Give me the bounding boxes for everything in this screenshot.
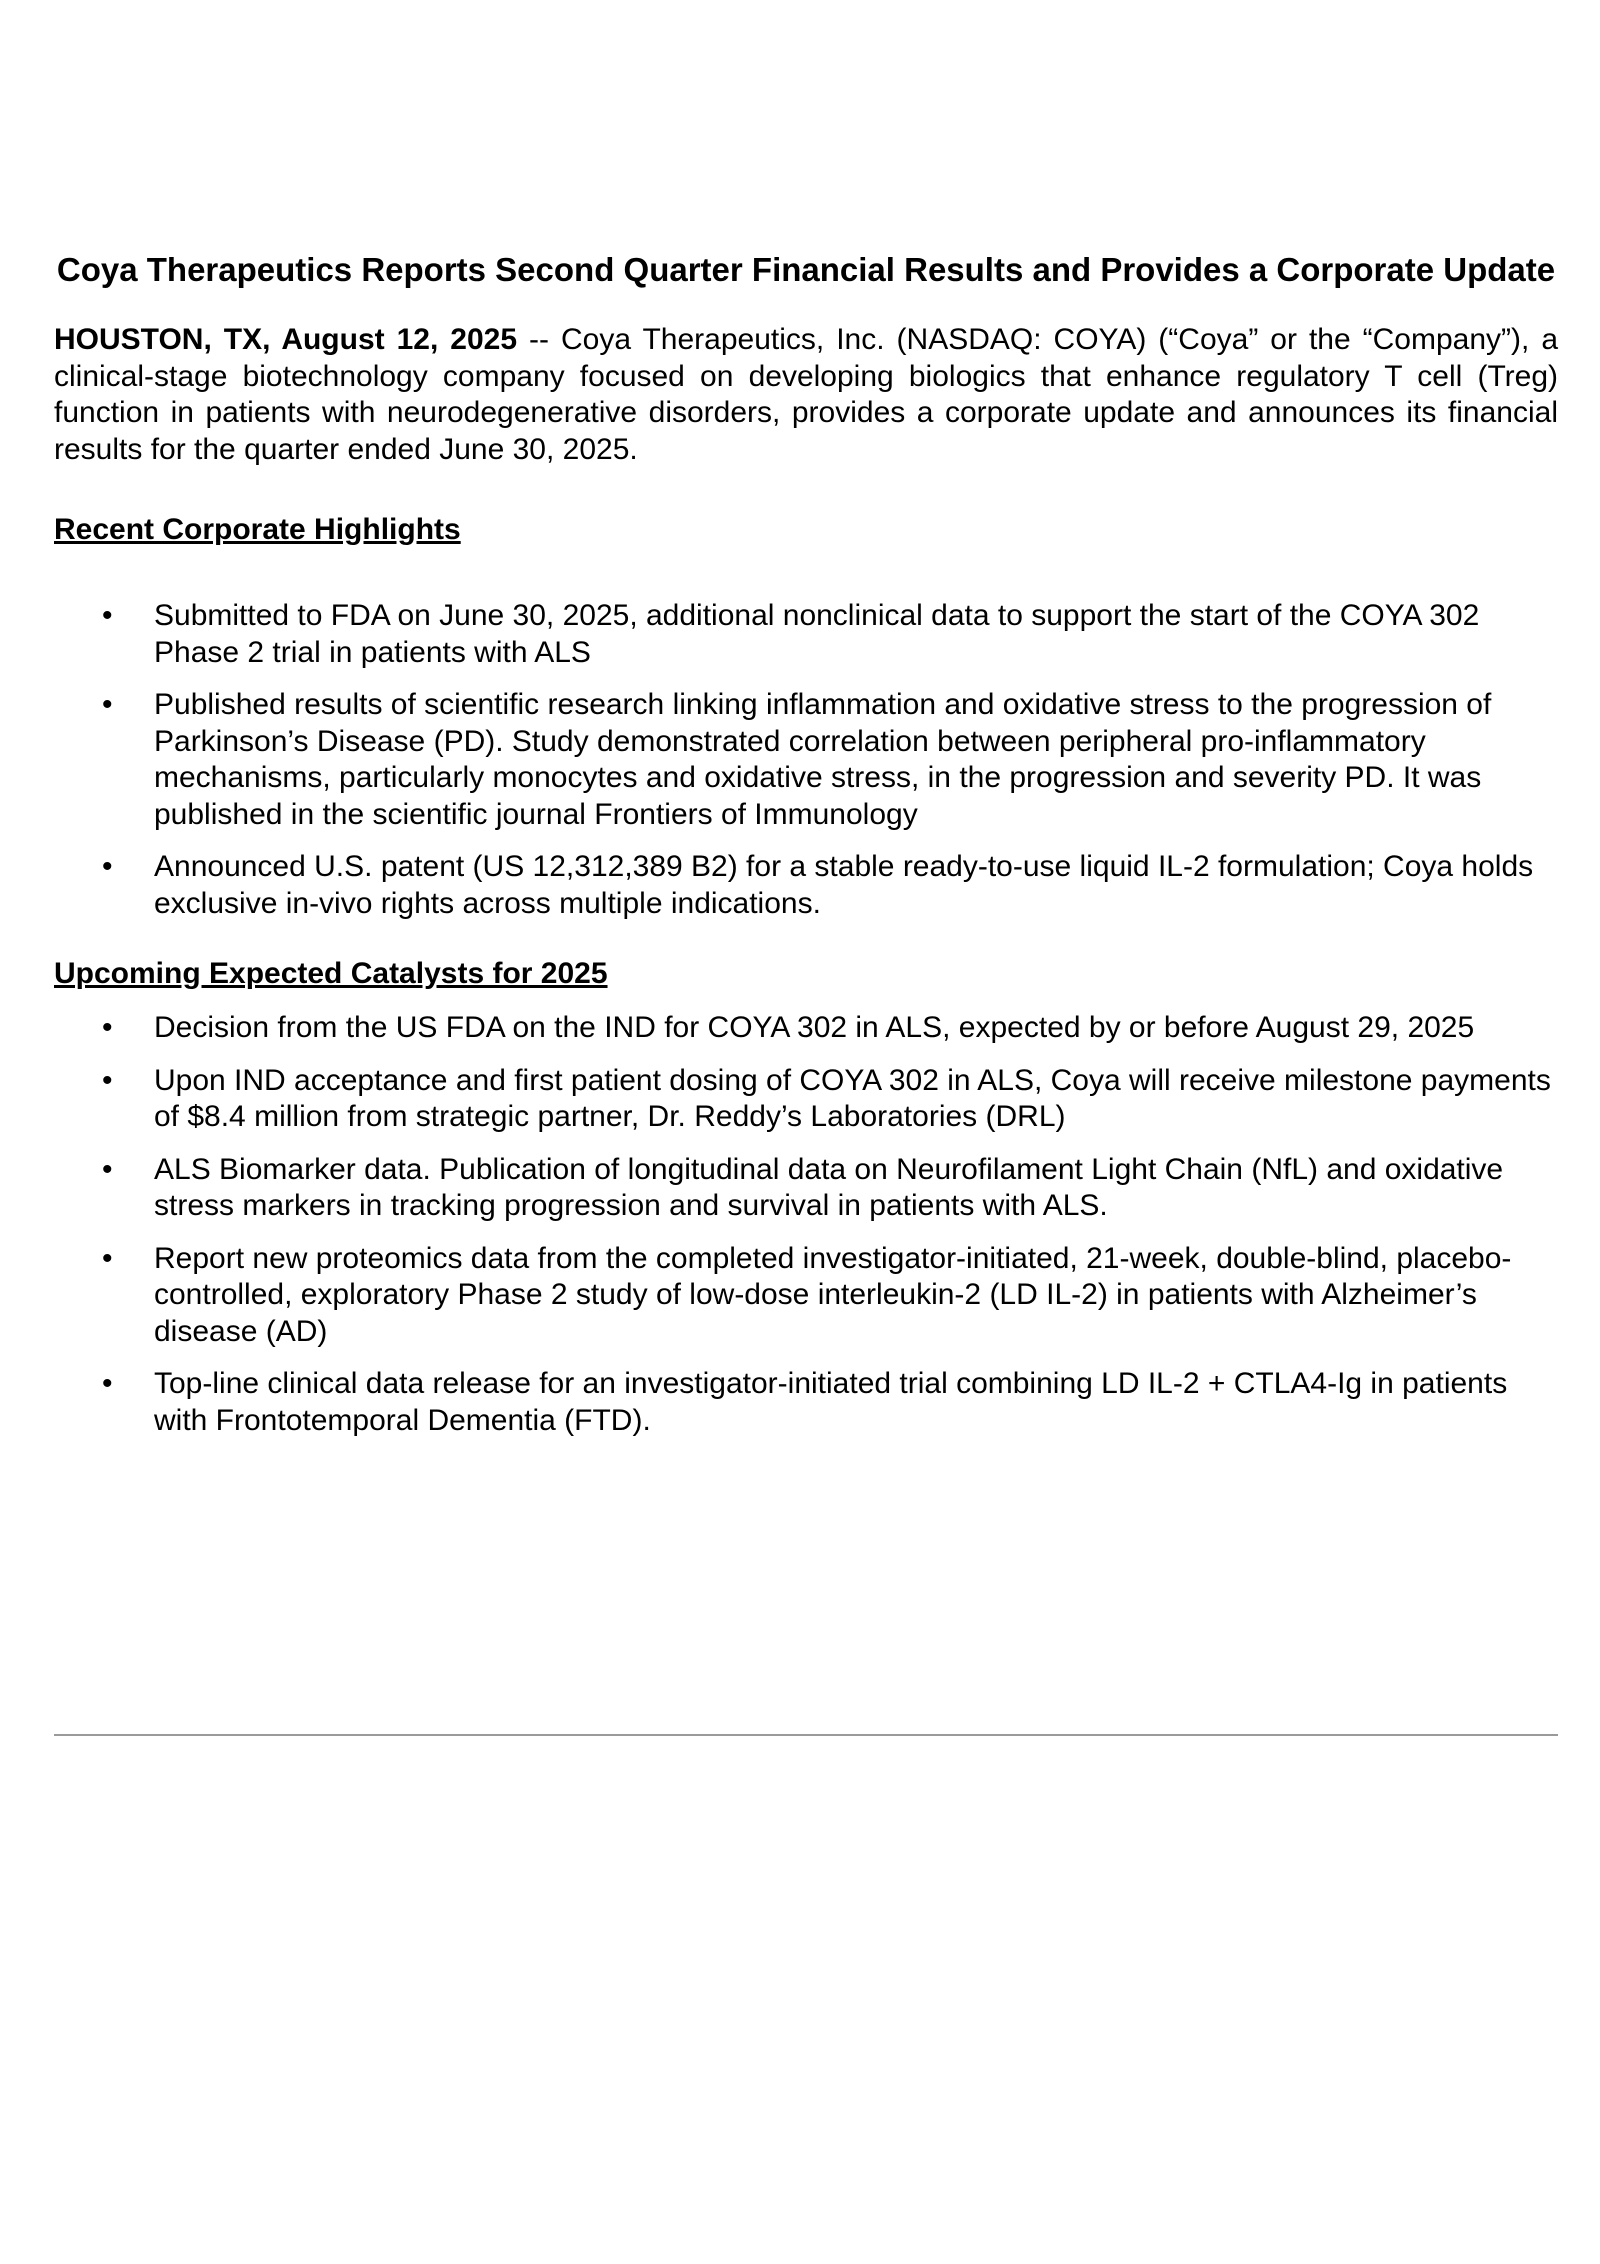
bullet-icon: •	[102, 1011, 113, 1044]
list-item-text: Top-line clinical data release for an investigator-initiated trial combining LD IL-2 + CTLA4-Ig in patients with Frontotemporal Dementia (FTD).	[154, 1367, 1508, 1437]
bullet-icon: •	[102, 688, 113, 721]
list-item-text: Decision from the US FDA on the IND for COYA 302 in ALS, expected by or before August 29, 2025	[154, 1011, 1475, 1044]
list-item	[54, 598, 1558, 671]
list-item	[54, 1366, 1558, 1439]
list-item	[54, 1063, 1558, 1136]
list-item-text: Published results of scientific research linking inflammation and oxidative stress to the progression of Parkinson’s Disease (PD). Study demonstrated correlation between peripheral pro-inflammatory mechanisms, particularly monocytes and oxidative stress, in the progression and severity PD. It was published in the scientific journal Frontiers of Immunology	[154, 688, 1492, 831]
list-item-text: Announced U.S. patent (US 12,312,389 B2) for a stable ready-to-use liquid IL-2 formulation; Coya holds exclusive in-vivo rights across multiple indications.	[154, 850, 1534, 920]
list-item-text: Report new proteomics data from the completed investigator-initiated, 21-week, double-blind, placebo-controlled, exploratory Phase 2 study of low-dose interleukin-2 (LD IL-2) in patients with Alzheimer’s disease (AD)	[154, 1241, 1512, 1348]
bullet-icon: •	[102, 1152, 113, 1186]
document-page	[54, 248, 1558, 1455]
dateline: HOUSTON, TX, August 12, 2025	[54, 323, 518, 356]
catalysts-heading: Upcoming Expected Catalysts for 2025	[54, 957, 608, 990]
catalysts-list	[54, 1010, 1558, 1439]
intro-text: -- Coya Therapeutics, Inc. (NASDAQ: COYA) (“Coya” or the “Company”), a clinical-stage biotechnology company focused on developing biologics that enhance regulatory T cell (Treg) function in patients with neurodegenerative disorders, provides a corporate update and announces its financial results for the quarter ended June 30, 2025.	[54, 323, 1559, 466]
list-item-text: Submitted to FDA on June 30, 2025, additional nonclinical data to support the start of the COYA 302 Phase 2 trial in patients with ALS	[154, 599, 1480, 669]
highlights-list	[54, 598, 1558, 922]
bullet-icon: •	[102, 850, 113, 883]
list-item	[54, 1241, 1558, 1351]
intro-paragraph	[54, 322, 1558, 468]
bullet-icon: •	[102, 599, 113, 632]
bullet-icon: •	[102, 1241, 113, 1275]
document-title: Coya Therapeutics Reports Second Quarter Financial Results and Provides a Corporate Update	[56, 251, 1556, 288]
list-item	[54, 687, 1558, 833]
list-item-text: Upon IND acceptance and first patient dosing of COYA 302 in ALS, Coya will receive milestone payments of $8.4 million from strategic partner, Dr. Reddy’s Laboratories (DRL)	[154, 1063, 1551, 1133]
bullet-icon: •	[102, 1063, 113, 1097]
spacer	[54, 938, 1558, 956]
footer-divider	[54, 1734, 1558, 1736]
bullet-icon: •	[102, 1367, 113, 1400]
list-item	[54, 1010, 1558, 1047]
list-item	[54, 849, 1558, 922]
list-item-text: ALS Biomarker data. Publication of longitudinal data on Neurofilament Light Chain (NfL) and oxidative stress markers in tracking progression and survival in patients with ALS.	[154, 1152, 1504, 1222]
highlights-heading: Recent Corporate Highlights	[54, 513, 461, 546]
list-item	[54, 1152, 1558, 1225]
